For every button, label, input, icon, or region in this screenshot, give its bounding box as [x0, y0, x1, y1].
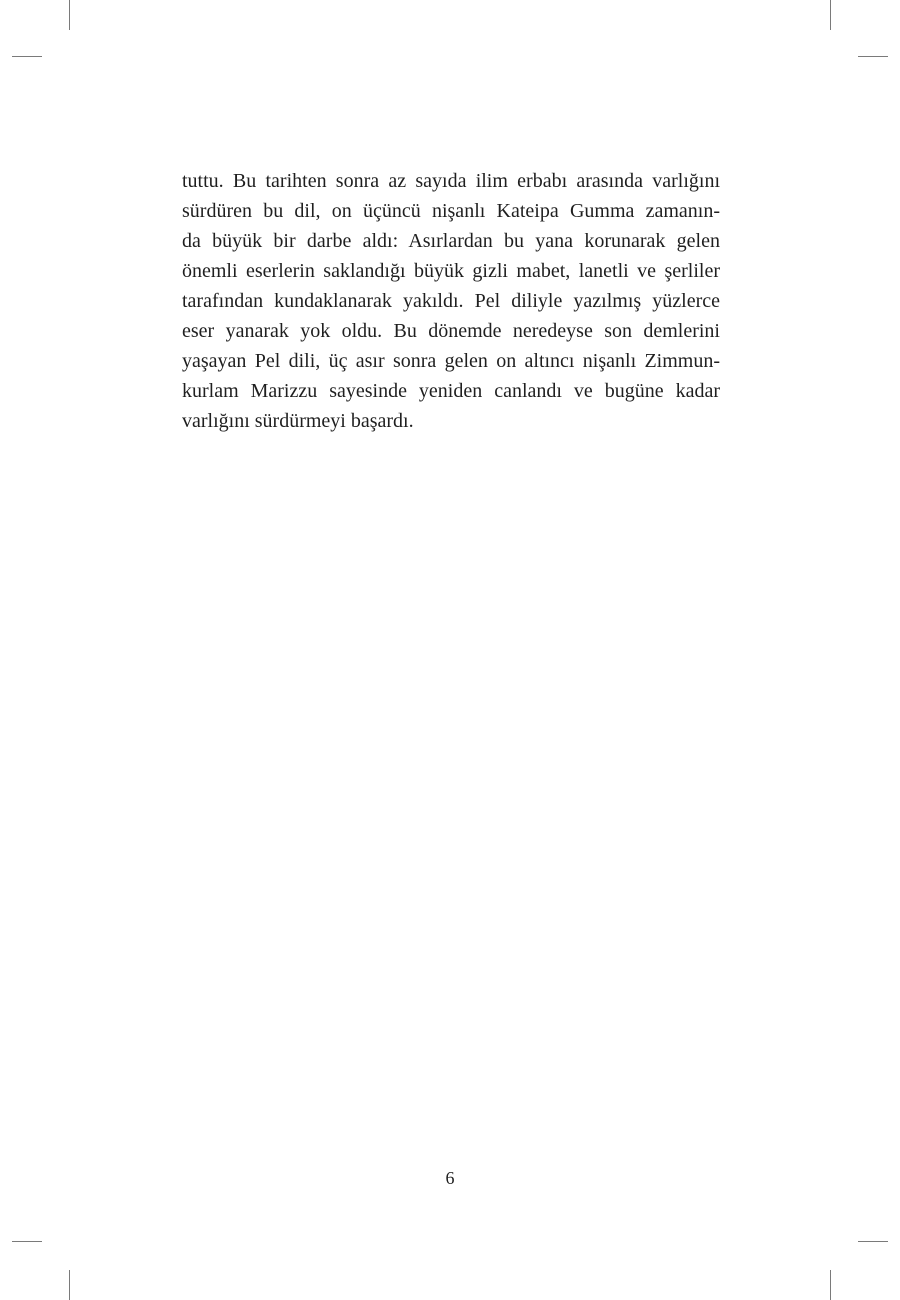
page-number: 6 [445, 1168, 455, 1188]
paragraph-line: varlığını sürdürmeyi başardı. [182, 410, 414, 432]
paragraph-line: da büyük bir darbe aldı: Asırlardan bu yana korunarak gelen [182, 230, 720, 252]
crop-mark-top-right-horizontal [858, 56, 888, 57]
paragraph-line: önemli eserlerin saklandığı büyük gizli mabet, lanetli ve şerliler [182, 260, 720, 282]
paragraph-line: kurlam Marizzu sayesinde yeniden canlandı ve bugüne kadar [182, 380, 720, 402]
crop-mark-top-left-horizontal [12, 56, 42, 57]
paragraph-line: eser yanarak yok oldu. Bu dönemde neredeyse son demlerini [182, 320, 720, 342]
crop-mark-bottom-left-vertical [69, 1270, 70, 1300]
crop-mark-bottom-right-horizontal [858, 1241, 888, 1242]
paragraph-line: tuttu. Bu tarihten sonra az sayıda ilim erbabı arasında varlığını [182, 170, 720, 192]
crop-mark-bottom-left-horizontal [12, 1241, 42, 1242]
paragraph-line: sürdüren bu dil, on üçüncü nişanlı Kateipa Gumma zamanın- [182, 200, 720, 222]
body-paragraph [182, 166, 720, 436]
crop-mark-bottom-right-vertical [830, 1270, 831, 1300]
paragraph-line: yaşayan Pel dili, üç asır sonra gelen on altıncı nişanlı Zimmun- [182, 350, 720, 372]
crop-mark-top-left-vertical [69, 0, 70, 30]
crop-mark-top-right-vertical [830, 0, 831, 30]
paragraph-line: tarafından kundaklanarak yakıldı. Pel diliyle yazılmış yüzlerce [182, 290, 720, 312]
